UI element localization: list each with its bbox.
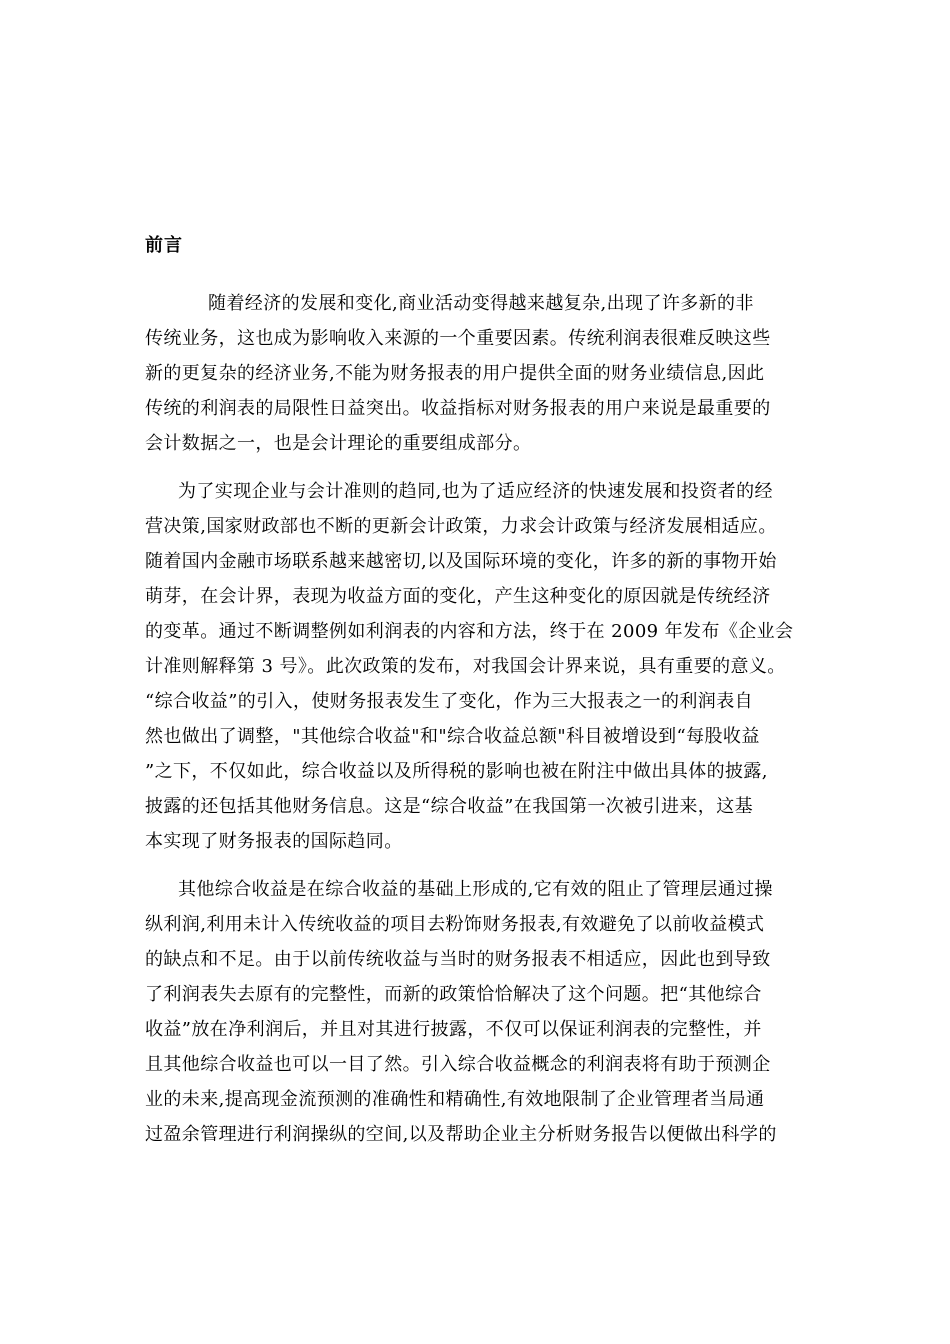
text-line: 的变革。通过不断调整例如利润表的内容和方法，终于在 2009 年发布《企业会 <box>145 621 794 642</box>
text-line: 随着经济的发展和变化,商业活动变得越来越复杂,出现了许多新的非 <box>208 293 754 314</box>
text-line: 计准则解释第 3 号》。此次政策的发布，对我国会计界来说，具有重要的意义。 <box>145 656 786 677</box>
text-line: 业的未来,提高现金流预测的准确性和精确性,有效地限制了企业管理者当局通 <box>145 1089 765 1110</box>
text-line: “综合收益”的引入，使财务报表发生了变化，作为三大报表之一的利润表自 <box>145 691 754 712</box>
text-line: ”之下，不仅如此，综合收益以及所得税的影响也被在附注中做出具体的披露, <box>145 761 768 782</box>
text-line: 随着国内金融市场联系越来越密切,以及国际环境的变化，许多的新的事物开始 <box>145 551 777 572</box>
text-line: 萌芽，在会计界，表现为收益方面的变化，产生这种变化的原因就是传统经济 <box>145 586 771 607</box>
text-line: 为了实现企业与会计准则的趋同,也为了适应经济的快速发展和投资者的经 <box>178 481 773 502</box>
text-line: 传统的利润表的局限性日益突出。收益指标对财务报表的用户来说是最重要的 <box>145 398 771 419</box>
text-line: 了利润表失去原有的完整性，而新的政策恰恰解决了这个问题。把“其他综合 <box>145 984 762 1005</box>
text-line: 新的更复杂的经济业务,不能为财务报表的用户提供全面的财务业绩信息,因此 <box>145 363 765 384</box>
text-line: 会计数据之一，也是会计理论的重要组成部分。 <box>145 433 532 454</box>
text-line: 收益”放在净利润后，并且对其进行披露，不仅可以保证利润表的完整性，并 <box>145 1019 762 1040</box>
text-line: 本实现了财务报表的国际趋同。 <box>145 831 403 852</box>
text-line: 营决策,国家财政部也不断的更新会计政策，力求会计政策与经济发展相适应。 <box>145 516 777 537</box>
text-line: 然也做出了调整，"其他综合收益"和"综合收益总额"科目被增设到“每股收益 <box>145 726 760 747</box>
text-line: 过盈余管理进行利润操纵的空间,以及帮助企业主分析财务报告以便做出科学的 <box>145 1124 777 1145</box>
text-line: 披露的还包括其他财务信息。这是“综合收益”在我国第一次被引进来，这基 <box>145 796 754 817</box>
section-heading: 前言 <box>145 235 183 256</box>
text-line: 且其他综合收益也可以一目了然。引入综合收益概念的利润表将有助于预测企 <box>145 1054 771 1075</box>
text-line: 传统业务，这也成为影响收入来源的一个重要因素。传统利润表很难反映这些 <box>145 328 771 349</box>
text-line: 其他综合收益是在综合收益的基础上形成的,它有效的阻止了管理层通过操 <box>178 879 773 900</box>
text-line: 纵利润,利用未计入传统收益的项目去粉饰财务报表,有效避免了以前收益模式 <box>145 914 765 935</box>
text-line: 的缺点和不足。由于以前传统收益与当时的财务报表不相适应，因此也到导致 <box>145 949 771 970</box>
